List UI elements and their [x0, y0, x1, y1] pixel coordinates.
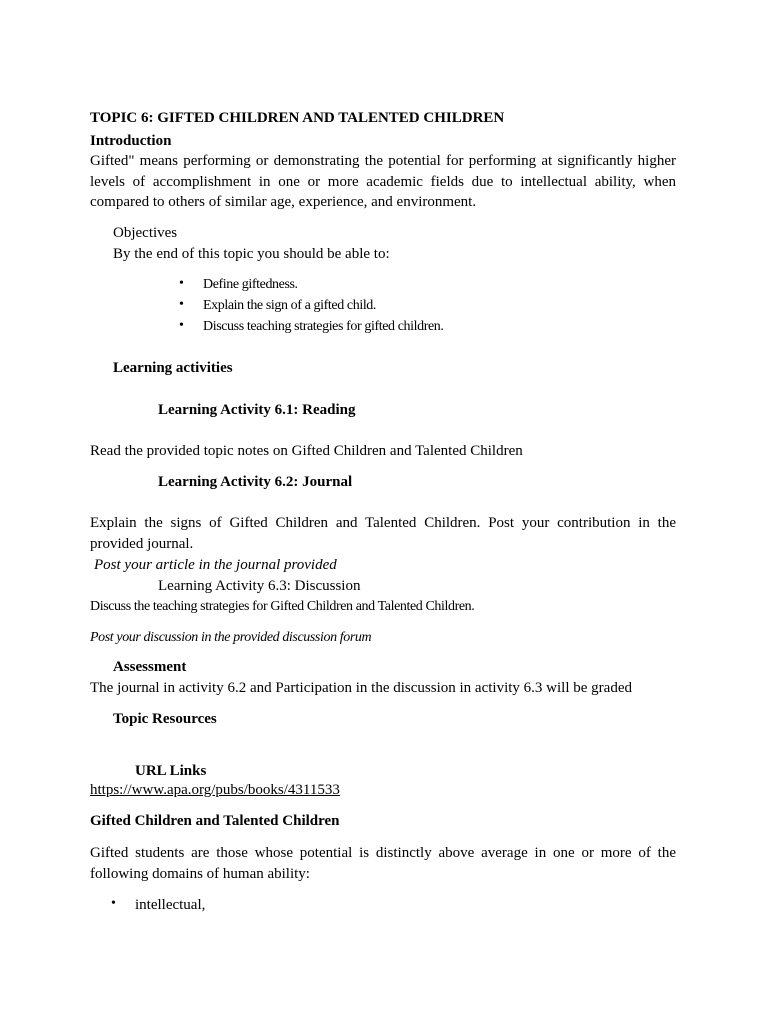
learning-activities-heading: Learning activities: [113, 360, 233, 376]
domain-item: intellectual,: [135, 897, 206, 913]
activity-2-title: Learning Activity 6.2: Journal: [158, 474, 353, 490]
bullet-icon: •: [111, 896, 116, 911]
activity-2-text: Explain the signs of Gifted Children and Talented Children. Post your contribution in the provided journal.: [90, 515, 676, 552]
activity-3-text: Discuss the teaching strategies for Gifted Children and Talented Children.: [90, 599, 475, 614]
topic-resources-heading: Topic Resources: [113, 711, 217, 727]
assessment-heading: Assessment: [113, 659, 187, 675]
objectives-lead: By the end of this topic you should be able to:: [113, 246, 390, 262]
bullet-icon: •: [179, 276, 184, 291]
activity-1-title: Learning Activity 6.1: Reading: [158, 402, 356, 418]
objective-item: Define giftedness.: [203, 277, 298, 292]
introduction-paragraph: Gifted" means performing or demonstrating the potential for performing at significantly higher levels of accomplishment in one or more academic fields due to intellectual ability, when compared to others of similar age, experience, and environment.: [90, 153, 676, 210]
url-links-heading: URL Links: [135, 763, 207, 779]
section-heading: Gifted Children and Talented Children: [90, 813, 340, 829]
assessment-text: The journal in activity 6.2 and Participation in the discussion in activity 6.3 will be graded: [90, 680, 632, 696]
activity-3-note: Post your discussion in the provided discussion forum: [90, 630, 372, 645]
bullet-icon: •: [179, 318, 184, 333]
introduction-heading: Introduction: [90, 133, 172, 149]
bullet-icon: •: [179, 297, 184, 312]
objectives-heading: Objectives: [113, 225, 178, 241]
section-paragraph: Gifted students are those whose potential is distinctly above average in one or more of the following domains of human ability:: [90, 845, 676, 882]
objective-item: Discuss teaching strategies for gifted children.: [203, 319, 444, 334]
topic-title: TOPIC 6: GIFTED CHILDREN AND TALENTED CHILDREN: [90, 110, 505, 126]
activity-3-title: Learning Activity 6.3: Discussion: [158, 578, 361, 594]
activity-2-note: Post your article in the journal provided: [94, 557, 337, 573]
objective-item: Explain the sign of a gifted child.: [203, 298, 377, 313]
activity-1-text: Read the provided topic notes on Gifted Children and Talented Children: [90, 443, 523, 459]
resource-link[interactable]: https://www.apa.org/pubs/books/4311533: [90, 782, 340, 798]
